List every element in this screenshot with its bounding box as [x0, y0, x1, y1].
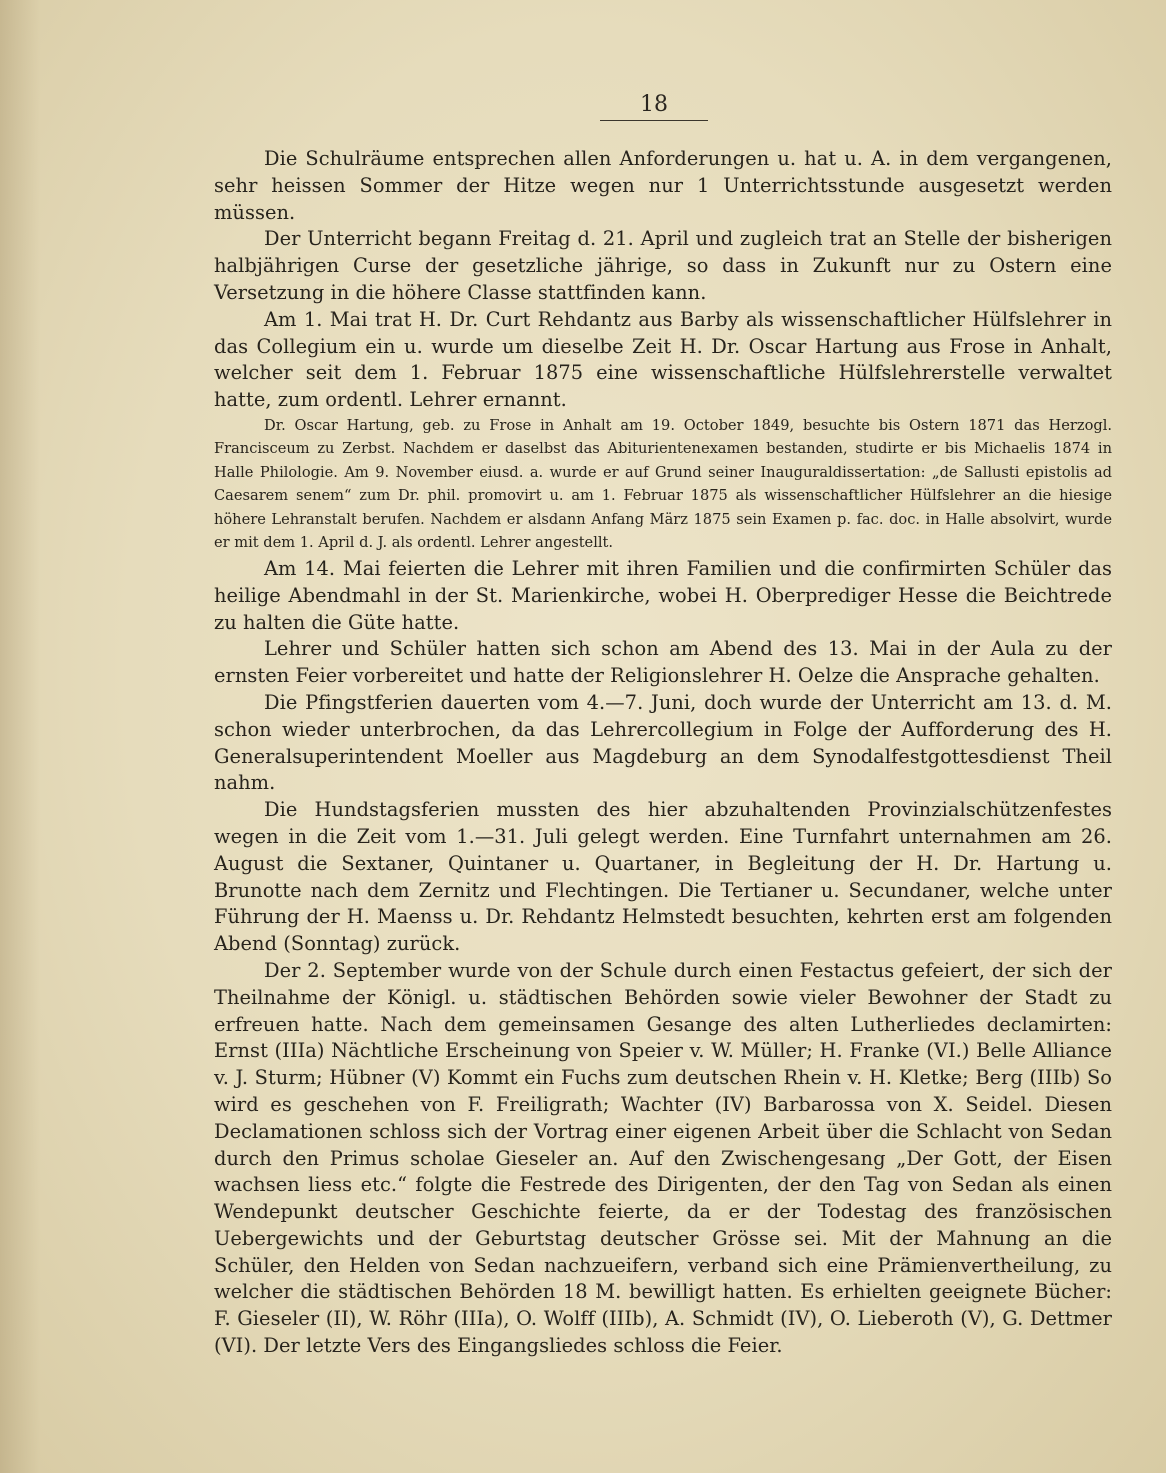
paragraph-aula-ceremony: Lehrer und Schüler hatten sich schon am Abend des 13. Mai in der Aula zu der ernsten Feier vorbereitet und hatte der Religionslehrer H. Oelze die Ansprache gehalten. — [214, 637, 1112, 688]
paragraph-lessons-start: Der Unterricht begann Freitag d. 21. April und zugleich trat an Stelle der bisherigen halbjährigen Curse der gesetzliche jährige, so dass in Zukunft nur zu Ostern eine Versetzung in die höhere Classe stattfinden kann. — [214, 227, 1112, 304]
paragraph-sedan-festival: Der 2. September wurde von der Schule durch einen Festactus gefeiert, der sich der Theilnahme der Königl. u. städtischen Behörden sowie vieler Bewohner der Stadt zu erfreuen hatte. Nach dem gemeinsamen Gesange des alten Lutherliedes declamirten: Ernst (IIIa) Nächtliche Erscheinung von Speier v. W. Müller; H. Franke (VI.) Belle Alliance v. J. Sturm; Hübner (V) Kommt ein Fuchs zum deutschen Rhein v. H. Kletke; Berg (IIIb) So wird es geschehen von F. Freiligrath; Wachter (IV) Barbarossa von X. Seidel. Diesen Declamationen schloss sich der Vortrag einer eigenen Arbeit über die Schlacht von Sedan durch den Primus scholae Gieseler an. Auf den Zwischengesang „Der Gott, der Eisen wachsen liess etc.“ folgte die Festrede des Dirigenten, der den Tag von Sedan als einen Wendepunkt deutscher Geschichte feierte, da er der Todestag des französischen Uebergewichts und der Geburtstag deutscher Grösse sei. Mit der Mahnung an die Schüler, den Helden von Sedan nachzueifern, verband sich eine Prämienvertheilung, zu welcher die städtischen Behörden 18 M. bewilligt hatten. Es erhielten geeignete Bücher: F. Gieseler (II), W. Röhr (IIIa), O. Wolff (IIIb), A. Schmidt (IV), O. Lieberoth (V), G. Dettmer (VI). Der letzte Vers des Eingangsliedes schloss die Feier. — [214, 958, 1112, 1358]
paragraph-pentecost-holidays: Die Pfingstferien dauerten vom 4.—7. Juni, doch wurde der Unterricht am 13. d. M. schon wieder unterbrochen, da das Lehrercollegium in Folge der Aufforderung des H. Generalsuperintendent Moeller aus Magdeburg an dem Synodalfestgottesdienst Theil nahm. — [214, 690, 1112, 795]
page-number: 18 — [600, 92, 708, 121]
paragraph-schoolrooms: Die Schulräume entsprechen allen Anforderungen u. hat u. A. in dem vergangenen, sehr heissen Sommer der Hitze wegen nur 1 Unterrichtsstunde ausgesetzt werden müssen. — [214, 147, 1112, 224]
body-text — [214, 146, 1112, 1360]
paragraph-staff-changes: Am 1. Mai trat H. Dr. Curt Rehdantz aus Barby als wissenschaftlicher Hülfslehrer in das Collegium ein u. wurde um dieselbe Zeit H. Dr. Oscar Hartung aus Frose in Anhalt, welcher seit dem 1. Februar 1875 eine wissenschaftliche Hülfslehrerstelle verwaltet hatte, zum ordentl. Lehrer ernannt. — [214, 307, 1112, 412]
footnote-hartung-biography: Dr. Oscar Hartung, geb. zu Frose in Anhalt am 19. October 1849, besuchte bis Ostern 1871 das Herzogl. Francisceum zu Zerbst. Nachdem er daselbst das Abiturientenexamen bestanden, studirte er bis Michaelis 1874 in Halle Philologie. Am 9. November eiusd. a. wurde er auf Grund seiner Inauguraldissertation: „de Sallusti epistolis ad Caesarem senem“ zum Dr. phil. promovirt u. am 1. Februar 1875 als wissenschaftlicher Hülfslehrer an die hiesige höhere Lehranstalt berufen. Nachdem er alsdann Anfang März 1875 sein Examen p. fac. doc. in Halle absolvirt, wurde er mit dem 1. April d. J. als ordentl. Lehrer angestellt. — [214, 416, 1112, 552]
paragraph-summer-holidays: Die Hundstagsferien mussten des hier abzuhaltenden Provinzialschützenfestes wegen in die Zeit vom 1.—31. Juli gelegt werden. Eine Turnfahrt unternahmen am 26. August die Sextaner, Quintaner u. Quartaner, in Begleitung der H. Dr. Hartung u. Brunotte nach dem Zernitz und Flechtingen. Die Tertianer u. Secundaner, welche unter Führung der H. Maenss u. Dr. Rehdantz Helmstedt besuchten, kehrten erst am folgenden Abend (Sonntag) zurück. — [214, 798, 1112, 956]
paragraph-communion: Am 14. Mai feierten die Lehrer mit ihren Familien und die confirmirten Schüler das heilige Abendmahl in der St. Marienkirche, wobei H. Oberprediger Hesse die Beichtrede zu halten die Güte hatte. — [214, 556, 1112, 634]
page-shadow — [0, 0, 40, 1473]
